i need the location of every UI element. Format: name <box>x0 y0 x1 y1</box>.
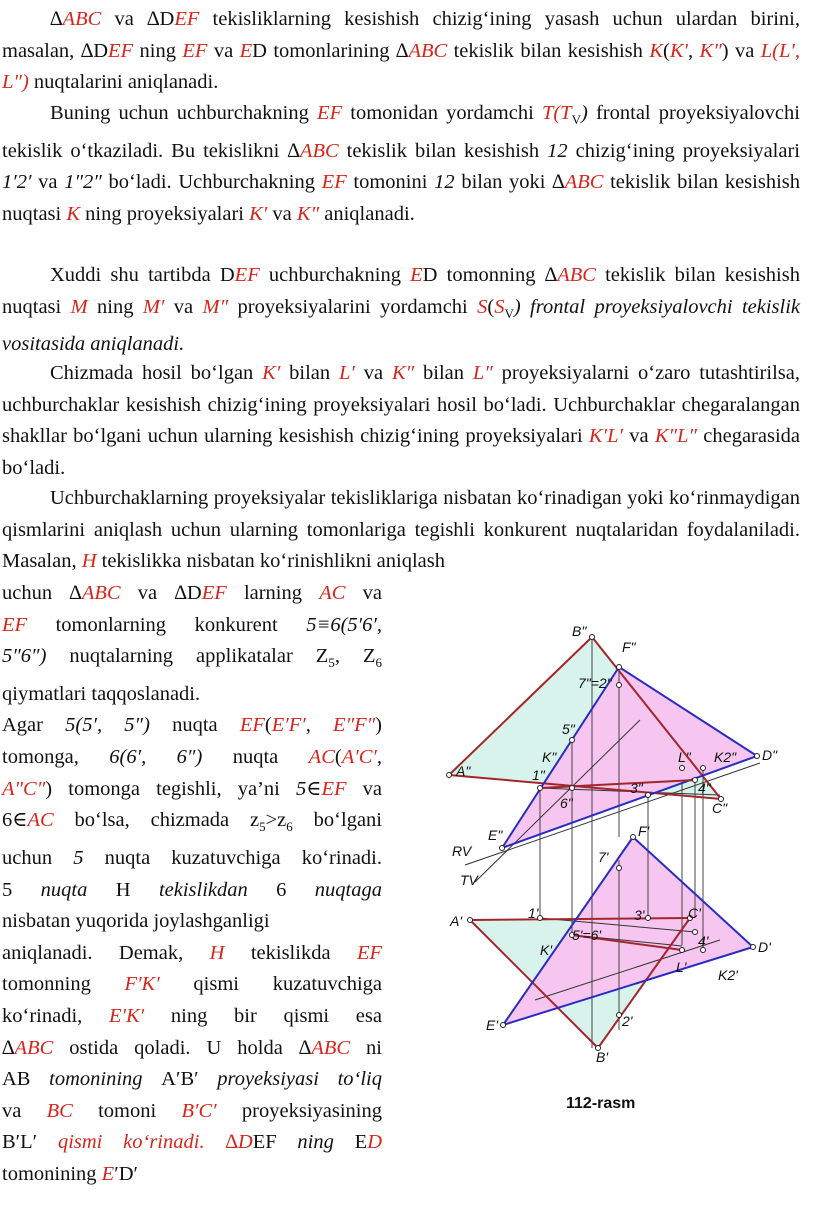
text-fragment: ′D′ <box>114 1162 138 1185</box>
paragraph-1 <box>2 4 800 99</box>
text-fragment: AB <box>2 1068 31 1091</box>
label-p31: 3' <box>634 907 645 923</box>
text-fragment: K′ <box>249 202 268 225</box>
text-fragment: AC <box>308 746 335 769</box>
text-fragment: H <box>209 941 225 964</box>
label-a1: A' <box>450 913 463 929</box>
paragraph-5 <box>2 483 800 578</box>
text-fragment: K <box>649 39 663 62</box>
text-fragment: ko‘rinadi, <box>2 1004 109 1027</box>
text-fragment: bo‘lgani <box>292 809 382 832</box>
label-p42: 4" <box>698 780 711 796</box>
text-fragment: K <box>66 202 81 225</box>
label-p561: 5'=6' <box>572 927 602 943</box>
paragraph-4 <box>2 358 800 484</box>
label-l2: L" <box>678 749 691 765</box>
text-fragment: EF <box>174 8 200 30</box>
figure-112 <box>420 600 816 1120</box>
left-column-line <box>2 1033 382 1065</box>
text-fragment: tomonidan yordamchi <box>342 102 542 124</box>
label-tv: TV <box>460 872 478 888</box>
text-fragment: va <box>622 425 655 447</box>
text-fragment: va ∆D <box>101 8 175 30</box>
text-fragment: va <box>346 777 382 800</box>
text-fragment: ostida qoladi. U holda ∆ <box>53 1036 312 1059</box>
text-fragment: K″ <box>699 39 722 62</box>
text-fragment: EF <box>356 941 382 964</box>
text-fragment: M″ <box>202 295 229 318</box>
left-column-line <box>2 679 382 711</box>
text-fragment: L(L′, L″) <box>2 39 801 93</box>
text-fragment: 5 <box>73 846 84 869</box>
text-fragment: EF <box>234 264 260 286</box>
text-fragment: bo‘ladi. Uchburchakning <box>101 171 322 194</box>
text-fragment: nuqta <box>149 714 240 737</box>
text-fragment: ( <box>334 746 342 769</box>
paragraph-3 <box>2 260 800 361</box>
text-fragment: bilan yoki ∆ <box>454 171 565 194</box>
label-e2: E" <box>488 827 503 843</box>
text-fragment: , <box>688 39 700 62</box>
text-fragment: nuqtalarini aniqlanadi. <box>28 71 219 93</box>
text-fragment: 5″6″) <box>2 645 47 668</box>
text-fragment: T(T <box>541 102 572 124</box>
label-rv: RV <box>452 843 472 859</box>
text-fragment: AC <box>27 809 54 832</box>
label-k2: K" <box>542 749 557 765</box>
text-fragment: A′C′ <box>341 746 377 769</box>
text-fragment: 5 <box>296 777 307 800</box>
text-fragment: 5 <box>259 819 266 835</box>
text-fragment: tomonlarning konkurent <box>27 613 307 636</box>
left-column-line <box>2 774 382 806</box>
text-fragment: tomoni <box>72 1099 182 1122</box>
text-fragment: nuqta <box>202 746 309 769</box>
left-column-line <box>2 641 382 679</box>
left-column-line <box>2 1064 382 1096</box>
text-fragment: H <box>81 550 97 572</box>
text-fragment: bo‘lsa, chizmada z <box>53 809 260 832</box>
text-fragment: V <box>504 305 514 321</box>
label-p62: 6" <box>560 795 573 811</box>
text-fragment: ABC <box>62 8 102 30</box>
text-fragment: ABC <box>564 171 604 194</box>
text-fragment: E <box>354 1131 368 1154</box>
text-fragment: ( <box>487 295 495 318</box>
text-fragment: uchun <box>2 846 74 869</box>
label-b1: B' <box>596 1049 609 1065</box>
text-fragment: D <box>367 1131 382 1154</box>
left-column-line <box>2 1159 382 1191</box>
text-fragment: uchburchakning <box>259 264 411 286</box>
figure-caption: 112-rasm <box>566 1095 636 1112</box>
text-fragment: >z <box>265 809 287 832</box>
left-column-line <box>2 875 382 907</box>
text-fragment: EF <box>252 1131 277 1154</box>
text-fragment: qiymatlari taqqoslanadi. <box>2 682 201 705</box>
label-e1: E' <box>486 1017 499 1033</box>
text-fragment: tomonning <box>2 973 125 996</box>
text-fragment: ning bir qismi esa <box>144 1004 382 1027</box>
label-k22: K2" <box>714 749 737 765</box>
text-fragment: D tomonning ∆ <box>422 264 558 286</box>
text-fragment: ) va <box>721 39 761 62</box>
text-fragment: L″ <box>472 362 493 384</box>
label-l1: L' <box>676 959 687 975</box>
text-fragment: ning <box>276 1131 355 1154</box>
text-fragment: 5 <box>2 878 13 901</box>
left-column-line <box>2 969 382 1001</box>
left-column-line <box>2 578 382 610</box>
left-column-line <box>2 805 382 843</box>
text-fragment: E <box>239 39 253 62</box>
text-fragment: va <box>267 202 297 225</box>
text-fragment: va <box>345 582 382 604</box>
left-column-line <box>2 1001 382 1033</box>
text-fragment: tekislikdan <box>130 878 277 901</box>
label-p52: 5" <box>562 721 575 737</box>
text-fragment: frontal proyeksiyalovchi tekislik o‘tkaziladi. Bu tekislikni ∆ <box>2 102 800 162</box>
text-fragment: ABC <box>14 1036 54 1059</box>
text-fragment: E <box>101 1162 115 1185</box>
text-fragment: proyeksiyalarini yordamchi <box>228 295 478 318</box>
text-fragment: , <box>305 714 334 737</box>
text-fragment: 1″2″ <box>64 171 102 194</box>
text-fragment: M <box>70 295 88 318</box>
label-p32: 3" <box>630 780 643 796</box>
text-fragment: proyeksiyalarni o‘zaro tutashtirilsa, uchburchaklar kesishish chizig‘ining proyeksiyalari hosil bo‘ladi. Uchburchaklar chegaralangan shakllar bo‘lgani uchun ularning kesishish chizig‘ining proyeksiyalari <box>2 362 800 447</box>
text-fragment: va <box>31 171 65 194</box>
text-fragment: tekislikka nisbatan ko‘rinishlikni aniqlash <box>96 550 445 572</box>
text-fragment: va ∆D <box>120 582 202 604</box>
label-c2: C" <box>712 800 728 816</box>
left-column-line <box>2 1096 382 1128</box>
text-fragment: ) <box>375 714 382 737</box>
text-fragment: qismi kuzatuvchiga <box>159 973 382 996</box>
text-fragment: F′K′ <box>124 973 160 996</box>
text-fragment: ABC <box>408 39 448 62</box>
text-fragment: D tomonlarining ∆ <box>252 39 409 62</box>
label-d1: D' <box>758 939 771 955</box>
text-fragment: tomonining <box>2 1162 102 1185</box>
text-fragment: L′ <box>339 362 355 384</box>
text-fragment: ning <box>133 39 183 62</box>
text-fragment: ning <box>87 295 143 318</box>
label-a2: A" <box>456 763 471 779</box>
text-fragment: proyeksiyasining <box>216 1099 382 1122</box>
text-fragment: EF <box>317 102 343 124</box>
left-column-line <box>2 843 382 875</box>
text-fragment: Chizmada hosil bo‘lgan <box>50 362 263 384</box>
text-fragment: nuqtaga <box>286 878 382 901</box>
text-fragment: chegarasida bo‘ladi. <box>2 425 801 479</box>
text-fragment: bilan <box>414 362 473 384</box>
text-fragment: K″L″ <box>654 425 697 447</box>
text-fragment: EF <box>321 777 347 800</box>
text-fragment: ABC <box>81 582 121 604</box>
text-fragment: AC <box>319 582 346 604</box>
text-fragment: tekislik bilan kesishish nuqtasi <box>2 171 800 225</box>
text-fragment: EF <box>108 39 134 62</box>
left-column-line <box>2 742 382 774</box>
label-b2: B" <box>572 623 587 639</box>
text-fragment: 6∈ <box>2 809 28 832</box>
label-f1: F' <box>638 823 650 839</box>
text-fragment: EF <box>2 613 28 636</box>
text-fragment: V <box>571 112 581 128</box>
text-fragment: tomonining <box>30 1068 162 1091</box>
text-fragment: tekisliklarning kesishish chizig‘ining yasash uchun ulardan birini, masalan, ∆D <box>2 8 800 62</box>
text-fragment: ni <box>350 1036 382 1059</box>
text-fragment: K′ <box>262 362 281 384</box>
text-fragment: A′B′ <box>161 1068 199 1091</box>
text-fragment: va <box>2 1099 47 1122</box>
paragraph-2 <box>2 98 800 230</box>
text-fragment: ABC <box>299 139 339 162</box>
left-column-line <box>2 938 382 970</box>
text-fragment: 6 <box>286 819 293 835</box>
text-fragment: E′F′ <box>271 714 306 737</box>
text-fragment: 1′2′ <box>2 171 32 194</box>
text-fragment: chizig‘ining proyeksiyalari <box>567 139 800 162</box>
label-k21: K2' <box>718 967 738 983</box>
text-fragment: nisbatan yuqorida joylashganligi <box>2 910 270 933</box>
text-fragment: Uchburchaklarning proyeksiyalar tekisliklariga nisbatan ko‘rinadigan yoki ko‘rinmaydigan qismlarini aniqlash uchun ularning tomonlariga tegishli konkurent nuqtalaridan foydalaniladi. Masalan, <box>2 487 800 572</box>
text-fragment: EF <box>239 714 265 737</box>
text-fragment: nuqta <box>12 878 116 901</box>
text-fragment: ning proyeksiyalari <box>80 202 250 225</box>
label-p41: 4' <box>698 933 709 949</box>
label-p72: 7"=2" <box>578 675 612 691</box>
text-fragment: Buning uchun uchburchakning <box>50 102 318 124</box>
text-fragment: Agar <box>2 714 66 737</box>
text-fragment: 6 <box>375 655 383 671</box>
text-fragment: bilan <box>280 362 339 384</box>
text-fragment: EF <box>201 582 227 604</box>
text-fragment: tomonga, <box>2 746 110 769</box>
text-fragment: ( <box>264 714 272 737</box>
text-fragment: K′L′ <box>588 425 623 447</box>
text-fragment: aniqlanadi. Demak, <box>2 941 210 964</box>
text-fragment: Xuddi shu tartibda D <box>50 264 235 286</box>
text-fragment: tekislik bilan kesishish <box>338 139 548 162</box>
text-fragment: A″C″ <box>2 777 46 800</box>
left-column-text <box>2 578 382 1190</box>
text-fragment: ABC <box>557 264 596 286</box>
left-column-line <box>2 1127 382 1159</box>
text-fragment: nuqtalarning applikatalar Z <box>46 645 329 668</box>
left-column-line <box>2 906 382 938</box>
text-fragment: B′L′ <box>2 1131 38 1154</box>
text-fragment: , Z <box>334 645 376 668</box>
text-fragment: EF <box>321 171 347 194</box>
text-fragment: S <box>477 295 488 318</box>
label-k1: K' <box>540 942 553 958</box>
text-fragment: K′ <box>669 39 688 62</box>
text-fragment: va <box>207 39 240 62</box>
text-fragment: E <box>410 264 423 286</box>
text-fragment: ) frontal proyeksiyalovchi tekislik vositasida aniqlanadi. <box>2 295 801 356</box>
text-fragment: H <box>115 878 131 901</box>
text-fragment: 5≡6(5′6′, <box>306 613 382 636</box>
text-fragment: K″ <box>296 202 320 225</box>
text-fragment: 5(5′, 5″) <box>65 714 150 737</box>
text-fragment: 12 <box>547 139 568 162</box>
text-fragment: tekislik bilan kesishish nuqtasi <box>2 264 800 318</box>
text-fragment: uchun ∆ <box>2 582 82 604</box>
text-fragment: ∈ <box>306 777 322 800</box>
text-fragment: B′C′ <box>181 1099 217 1122</box>
left-column-line <box>2 710 382 742</box>
text-fragment: K″ <box>391 362 415 384</box>
text-fragment: ∆ <box>50 8 63 30</box>
text-fragment: 6(6′, 6″) <box>109 746 203 769</box>
text-fragment: M′ <box>142 295 165 318</box>
text-fragment: ) tomonga tegishli, ya’ni <box>45 777 297 800</box>
text-fragment: , <box>376 746 382 769</box>
text-fragment: larning <box>226 582 320 604</box>
label-f2: F" <box>622 639 636 655</box>
text-fragment: 5 <box>328 655 335 671</box>
text-fragment: tekislik bilan kesishish <box>447 39 650 62</box>
text-fragment: proyeksiyasi to‘liq <box>198 1068 382 1091</box>
text-fragment: ∆ <box>2 1036 15 1059</box>
text-fragment: E″F″ <box>333 714 376 737</box>
label-p11: 1' <box>528 905 539 921</box>
text-fragment: tekislikda <box>224 941 357 964</box>
text-fragment: EF <box>182 39 208 62</box>
text-fragment: 6 <box>276 878 287 901</box>
label-p21: 2' <box>622 1013 633 1029</box>
label-c1: C' <box>688 905 701 921</box>
text-fragment: 12 <box>434 171 455 194</box>
text-fragment: qismi ko‘rinadi. ∆D <box>37 1131 253 1154</box>
text-fragment: nuqta kuzatuvchiga ko‘rinadi. <box>83 846 382 869</box>
text-fragment: va <box>164 295 203 318</box>
text-fragment: ABC <box>311 1036 351 1059</box>
text-fragment: va <box>354 362 392 384</box>
label-d2: D" <box>762 747 778 763</box>
left-column-line <box>2 610 382 642</box>
label-p12: 1" <box>532 767 545 783</box>
label-p71: 7' <box>598 849 609 865</box>
text-fragment: ( <box>663 39 670 62</box>
text-fragment: ) <box>580 102 588 124</box>
text-fragment: BC <box>46 1099 73 1122</box>
text-fragment: tomonini <box>346 171 435 194</box>
text-fragment: S <box>494 295 505 318</box>
text-fragment: E′K′ <box>108 1004 145 1027</box>
text-fragment: aniqlanadi. <box>319 202 415 225</box>
